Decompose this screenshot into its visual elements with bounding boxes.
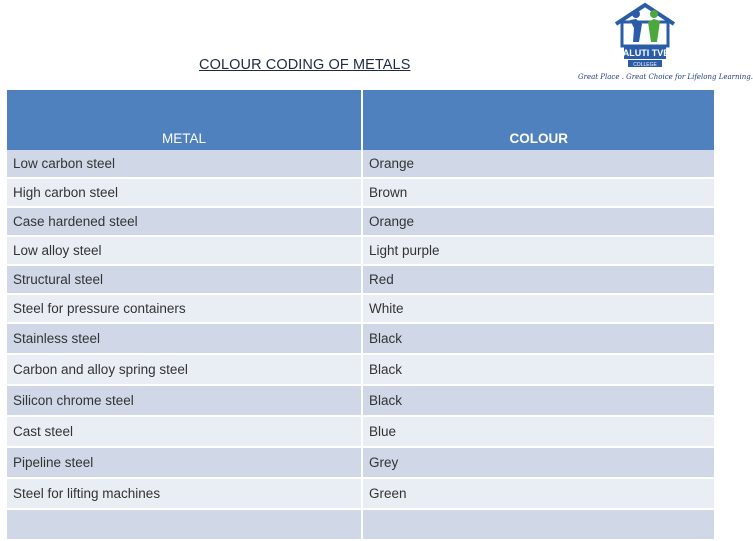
table-row (7, 236, 714, 265)
metal-cell (7, 509, 362, 540)
colour-cell: Orange (362, 207, 714, 236)
table-row (7, 323, 714, 354)
table-row (7, 354, 714, 385)
colour-cell: Black (362, 323, 714, 354)
table-row (7, 416, 714, 447)
metal-cell: Stainless steel (7, 323, 362, 354)
colour-cell (362, 509, 714, 540)
colour-cell: Black (362, 354, 714, 385)
colour-cell: Green (362, 478, 714, 509)
table-row (7, 294, 714, 323)
colour-cell: Blue (362, 416, 714, 447)
college-logo (574, 2, 753, 86)
table-row (7, 447, 714, 478)
table-row (7, 207, 714, 236)
colour-cell: Red (362, 265, 714, 294)
table-row (7, 478, 714, 509)
metal-cell: Carbon and alloy spring steel (7, 354, 362, 385)
colour-cell: Light purple (362, 236, 714, 265)
colour-cell: Black (362, 385, 714, 416)
colour-cell: White (362, 294, 714, 323)
table-row (7, 265, 714, 294)
metal-cell: Low alloy steel (7, 236, 362, 265)
metal-cell: Steel for lifting machines (7, 478, 362, 509)
table-header-row (7, 90, 714, 150)
svg-text:MALUTI TVET: MALUTI TVET (615, 48, 675, 58)
metal-cell: Steel for pressure containers (7, 294, 362, 323)
column-header-colour: COLOUR (362, 90, 714, 150)
table-row (7, 385, 714, 416)
colour-cell: Grey (362, 447, 714, 478)
svg-text:COLLEGE: COLLEGE (633, 62, 657, 68)
metal-cell: Case hardened steel (7, 207, 362, 236)
metal-cell: High carbon steel (7, 178, 362, 207)
metal-cell: Cast steel (7, 416, 362, 447)
colour-cell: Orange (362, 150, 714, 178)
metal-cell: Pipeline steel (7, 447, 362, 478)
logo-tagline: Great Place . Great Choice for Lifelong Learning. (578, 73, 753, 81)
metal-cell: Low carbon steel (7, 150, 362, 178)
metal-cell: Structural steel (7, 265, 362, 294)
logo-emblem-icon (612, 2, 678, 70)
colour-cell: Brown (362, 178, 714, 207)
column-header-metal: METAL (7, 90, 362, 150)
table-row-empty (7, 509, 714, 540)
page-title: COLOUR CODING OF METALS (199, 57, 411, 73)
metal-cell: Silicon chrome steel (7, 385, 362, 416)
table-row (7, 150, 714, 178)
table-row (7, 178, 714, 207)
colour-coding-table (7, 90, 714, 541)
